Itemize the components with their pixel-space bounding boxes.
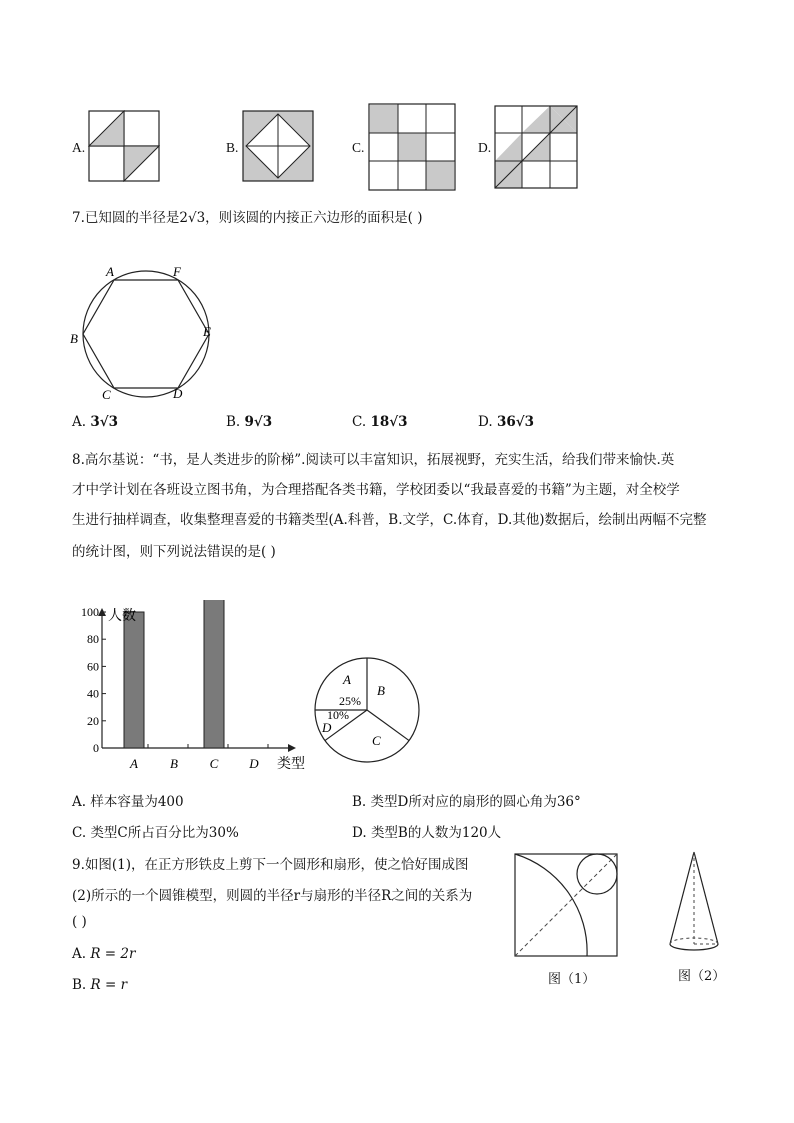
q6-option-b-letter: B. bbox=[226, 140, 239, 155]
q8-option-c-letter: C. bbox=[72, 825, 87, 841]
q8-option-b-text: 类型D所对应的扇形的圆心角为36° bbox=[370, 794, 581, 810]
q8-option-b-letter: B. bbox=[352, 794, 367, 810]
q8-pie-chart bbox=[310, 654, 430, 766]
q9-stem-line-2: (2)所示的一个圆锥模型，则圆的半径r与扇形的半径R之间的关系为 bbox=[72, 888, 473, 904]
bar-chart-bar bbox=[124, 612, 144, 748]
q9-stem-line-1: 9.如图(1)，在正方形铁皮上剪下一个圆形和扇形，使之恰好围成图 bbox=[72, 857, 469, 873]
q9-fig2-caption: 图（2） bbox=[678, 969, 726, 984]
bar-chart-ytick-label: 20 bbox=[87, 713, 99, 728]
q6-option-a-figure bbox=[88, 110, 160, 182]
pie-label-b: B bbox=[377, 683, 385, 698]
q8-stem-line-4: 的统计图，则下列说法错误的是( ) bbox=[72, 544, 276, 560]
q7-option-c-letter: C. bbox=[352, 414, 367, 430]
q6-option-a-letter: A. bbox=[72, 140, 86, 155]
q6-option-b-figure bbox=[242, 110, 314, 182]
q8-option-b bbox=[352, 790, 581, 810]
bar-chart-ytick-label: 40 bbox=[87, 686, 99, 701]
bar-chart-xlabel: 类型 bbox=[277, 757, 305, 772]
q8-option-a-text: 样本容量为400 bbox=[90, 794, 184, 810]
hex-label-b: B bbox=[70, 331, 78, 346]
hex-label-a: A bbox=[106, 264, 114, 279]
q8-option-c bbox=[72, 821, 239, 841]
hex-label-c: C bbox=[102, 387, 111, 402]
q6-option-d-letter: D. bbox=[478, 140, 492, 155]
q8-option-d bbox=[352, 821, 501, 841]
pie-label-d: D bbox=[322, 720, 332, 735]
pie-percent-d: 10% bbox=[327, 708, 349, 722]
bar-chart-category-label: C bbox=[209, 756, 219, 771]
q6-option-d-figure bbox=[494, 105, 578, 189]
q9-option-a bbox=[72, 946, 135, 962]
hex-label-f: F bbox=[173, 264, 181, 279]
q7-option-a-value: 3√3 bbox=[90, 414, 119, 430]
hex-label-e: E bbox=[203, 324, 211, 339]
pie-percent-a: 25% bbox=[339, 694, 361, 708]
bar-chart-ytick-label: 60 bbox=[87, 659, 99, 674]
q7-options bbox=[72, 414, 572, 434]
q8-option-d-letter: D. bbox=[352, 825, 367, 841]
q8-option-c-text: 类型C所占百分比为30% bbox=[90, 825, 239, 841]
q8-bar-chart bbox=[70, 600, 320, 780]
hex-label-d: D bbox=[173, 386, 183, 401]
q7-option-b-value: 9√3 bbox=[244, 414, 273, 430]
q8-stem-line-3: 生进行抽样调查，收集整理喜爱的书籍类型(A.科普，B.文学，C.体育，D.其他)数据后，绘制出两幅不完整 bbox=[72, 512, 707, 528]
q8-stem-line-2: 才中学计划在各班设立图书角，为合理搭配各类书籍，学校团委以“我最喜爱的书籍”为主题，对全校学 bbox=[72, 482, 680, 498]
bar-chart-x-arrow bbox=[288, 744, 296, 752]
q7-option-d-letter: D. bbox=[478, 414, 493, 430]
q9-option-b-text: R = r bbox=[90, 977, 128, 993]
bar-chart-category-label: A bbox=[130, 756, 138, 771]
q7-option-d-value: 36√3 bbox=[496, 414, 534, 430]
bar-chart-ytick-label: 80 bbox=[87, 632, 99, 647]
bar-chart-category-label: B bbox=[170, 756, 178, 771]
pie-label-a: A bbox=[343, 672, 351, 687]
q8-option-d-text: 类型B的人数为120人 bbox=[370, 825, 502, 841]
q9-figure-1 bbox=[512, 852, 620, 960]
bar-chart-ytick-label: 0 bbox=[93, 741, 99, 755]
q7-option-b-letter: B. bbox=[226, 414, 241, 430]
q9-option-a-letter: A. bbox=[72, 946, 87, 962]
q8-stem-line-1: 8.高尔基说：“书，是人类进步的阶梯”.阅读可以丰富知识，拓展视野，充实生活，给我们带来愉快.英 bbox=[72, 452, 675, 468]
q6-options bbox=[0, 100, 794, 195]
q9-stem-line-3: ( ) bbox=[72, 914, 87, 930]
q8-option-a bbox=[72, 790, 184, 810]
q7-option-c-value: 18√3 bbox=[370, 414, 408, 430]
q9-figure-2 bbox=[664, 848, 724, 960]
bar-chart-bar bbox=[204, 600, 224, 748]
q7-option-a-letter: A. bbox=[72, 414, 87, 430]
bar-chart-ytick-label: 100 bbox=[81, 605, 99, 619]
pie-label-c: C bbox=[372, 733, 381, 748]
q6-option-c-letter: C. bbox=[352, 140, 365, 155]
q9-option-b bbox=[72, 977, 127, 993]
bar-chart-category-label: D bbox=[249, 756, 259, 771]
bar-chart-ylabel: 人数 bbox=[108, 609, 136, 624]
q6-option-c-figure bbox=[368, 103, 456, 191]
q9-fig1-caption: 图（1） bbox=[548, 972, 596, 987]
q8-option-a-letter: A. bbox=[72, 794, 87, 810]
q9-option-a-text: R = 2r bbox=[90, 946, 136, 962]
q9-option-b-letter: B. bbox=[72, 977, 87, 993]
q7-stem: 7.已知圆的半径是2√3，则该圆的内接正六边形的面积是( ) bbox=[72, 210, 423, 226]
q7-hexagon-figure bbox=[66, 262, 226, 402]
